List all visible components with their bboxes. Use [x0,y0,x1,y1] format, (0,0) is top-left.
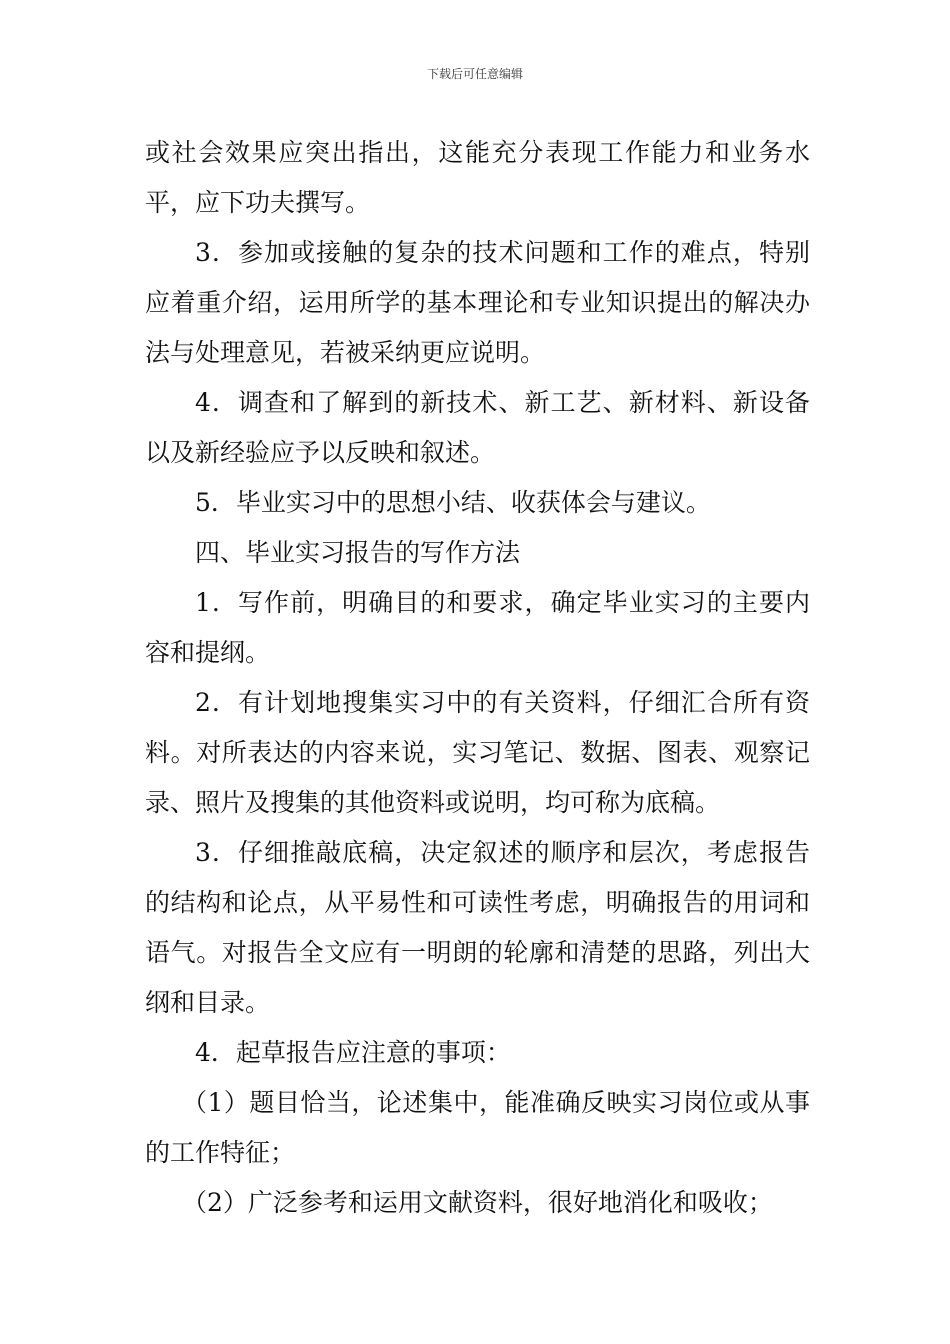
paragraph-method-3: 3．仔细推敲底稿，决定叙述的顺序和层次，考虑报告的结构和论点，从平易性和可读性考虑，明确报告的用词和语气。对报告全文应有一明朗的轮廓和清楚的思路，列出大纲和目录。 [145,838,810,1017]
section-heading: 四、毕业实习报告的写作方法 [195,538,521,567]
paragraph-subitem-1: （1）题目恰当，论述集中，能准确反映实习岗位或从事的工作特征； [145,1088,810,1167]
paragraph-continuation: 或社会效果应突出指出，这能充分表现工作能力和业务水平，应下功夫撰写。 [145,138,810,217]
page-header: 下载后可任意编辑 [426,67,523,81]
body-text [145,128,810,1228]
paragraph-method-1: 1．写作前，明确目的和要求，确定毕业实习的主要内容和提纲。 [145,588,810,667]
paragraph-subitem-2: （2）广泛参考和运用文献资料，很好地消化和吸收； [182,1188,773,1217]
paragraph-item-5: 5．毕业实习中的思想小结、收获体会与建议。 [195,488,711,517]
paragraph-method-2: 2．有计划地搜集实习中的有关资料，仔细汇合所有资料。对所表达的内容来说，实习笔记、数据、图表、观察记录、照片及搜集的其他资料或说明，均可称为底稿。 [145,688,810,817]
paragraph-method-4: 4．起草报告应注意的事项： [195,1038,511,1067]
paragraph-item-4: 4．调查和了解到的新技术、新工艺、新材料、新设备以及新经验应予以反映和叙述。 [145,388,810,467]
paragraph-item-3: 3．参加或接触的复杂的技术问题和工作的难点，特别应着重介绍，运用所学的基本理论和专业知识提出的解决办法与处理意见，若被采纳更应说明。 [145,238,810,367]
